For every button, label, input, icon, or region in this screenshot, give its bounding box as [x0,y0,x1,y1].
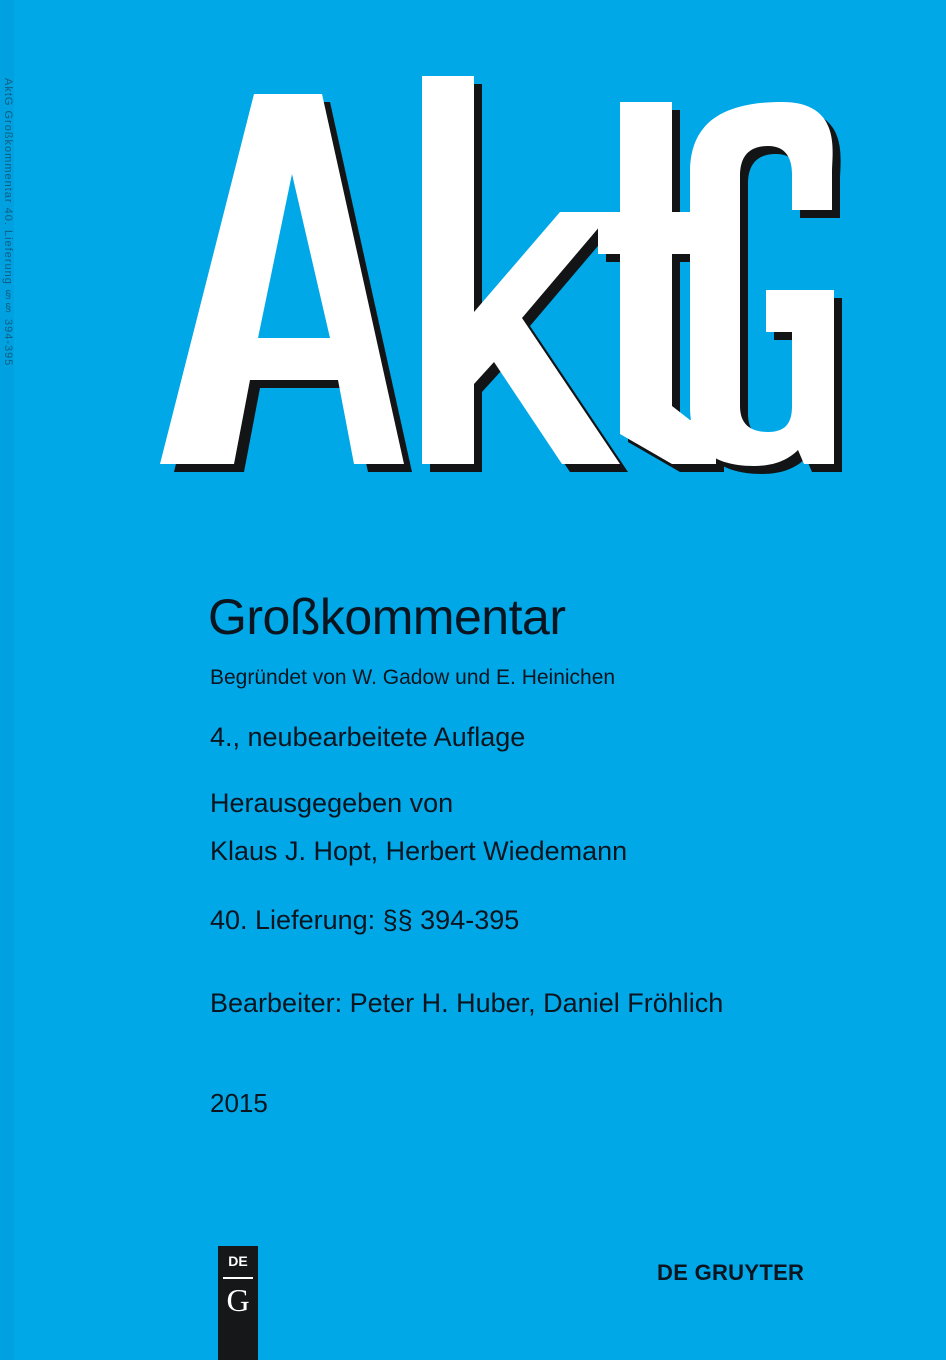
founded-by: Begründet von W. Gadow und E. Heinichen [210,666,616,689]
editors-names: Klaus J. Hopt, Herbert Wiedemann [210,836,628,866]
spine-label: AktG Großkommentar 40. Lieferung §§ 394-395 [2,78,14,367]
book-title: Großkommentar [208,589,566,645]
publisher-logo [218,1246,258,1360]
edition: 4., neubearbeitete Auflage [210,722,526,752]
aktg-logo [150,70,850,480]
delivery: 40. Lieferung: §§ 394-395 [210,905,520,935]
logo-letters [160,76,834,466]
publisher-logo-top: DE [228,1253,248,1269]
authors: Bearbeiter: Peter H. Huber, Daniel Fröhlich [210,988,724,1018]
aktg-logo-graphic [150,70,850,480]
publisher-logo-rule [223,1277,253,1279]
spine-text [2,78,14,718]
publisher-logo-bottom: G [226,1282,250,1318]
publication-year: 2015 [210,1088,268,1118]
editors-label: Herausgegeben von [210,788,454,818]
publisher-name: DE GRUYTER [657,1260,805,1285]
